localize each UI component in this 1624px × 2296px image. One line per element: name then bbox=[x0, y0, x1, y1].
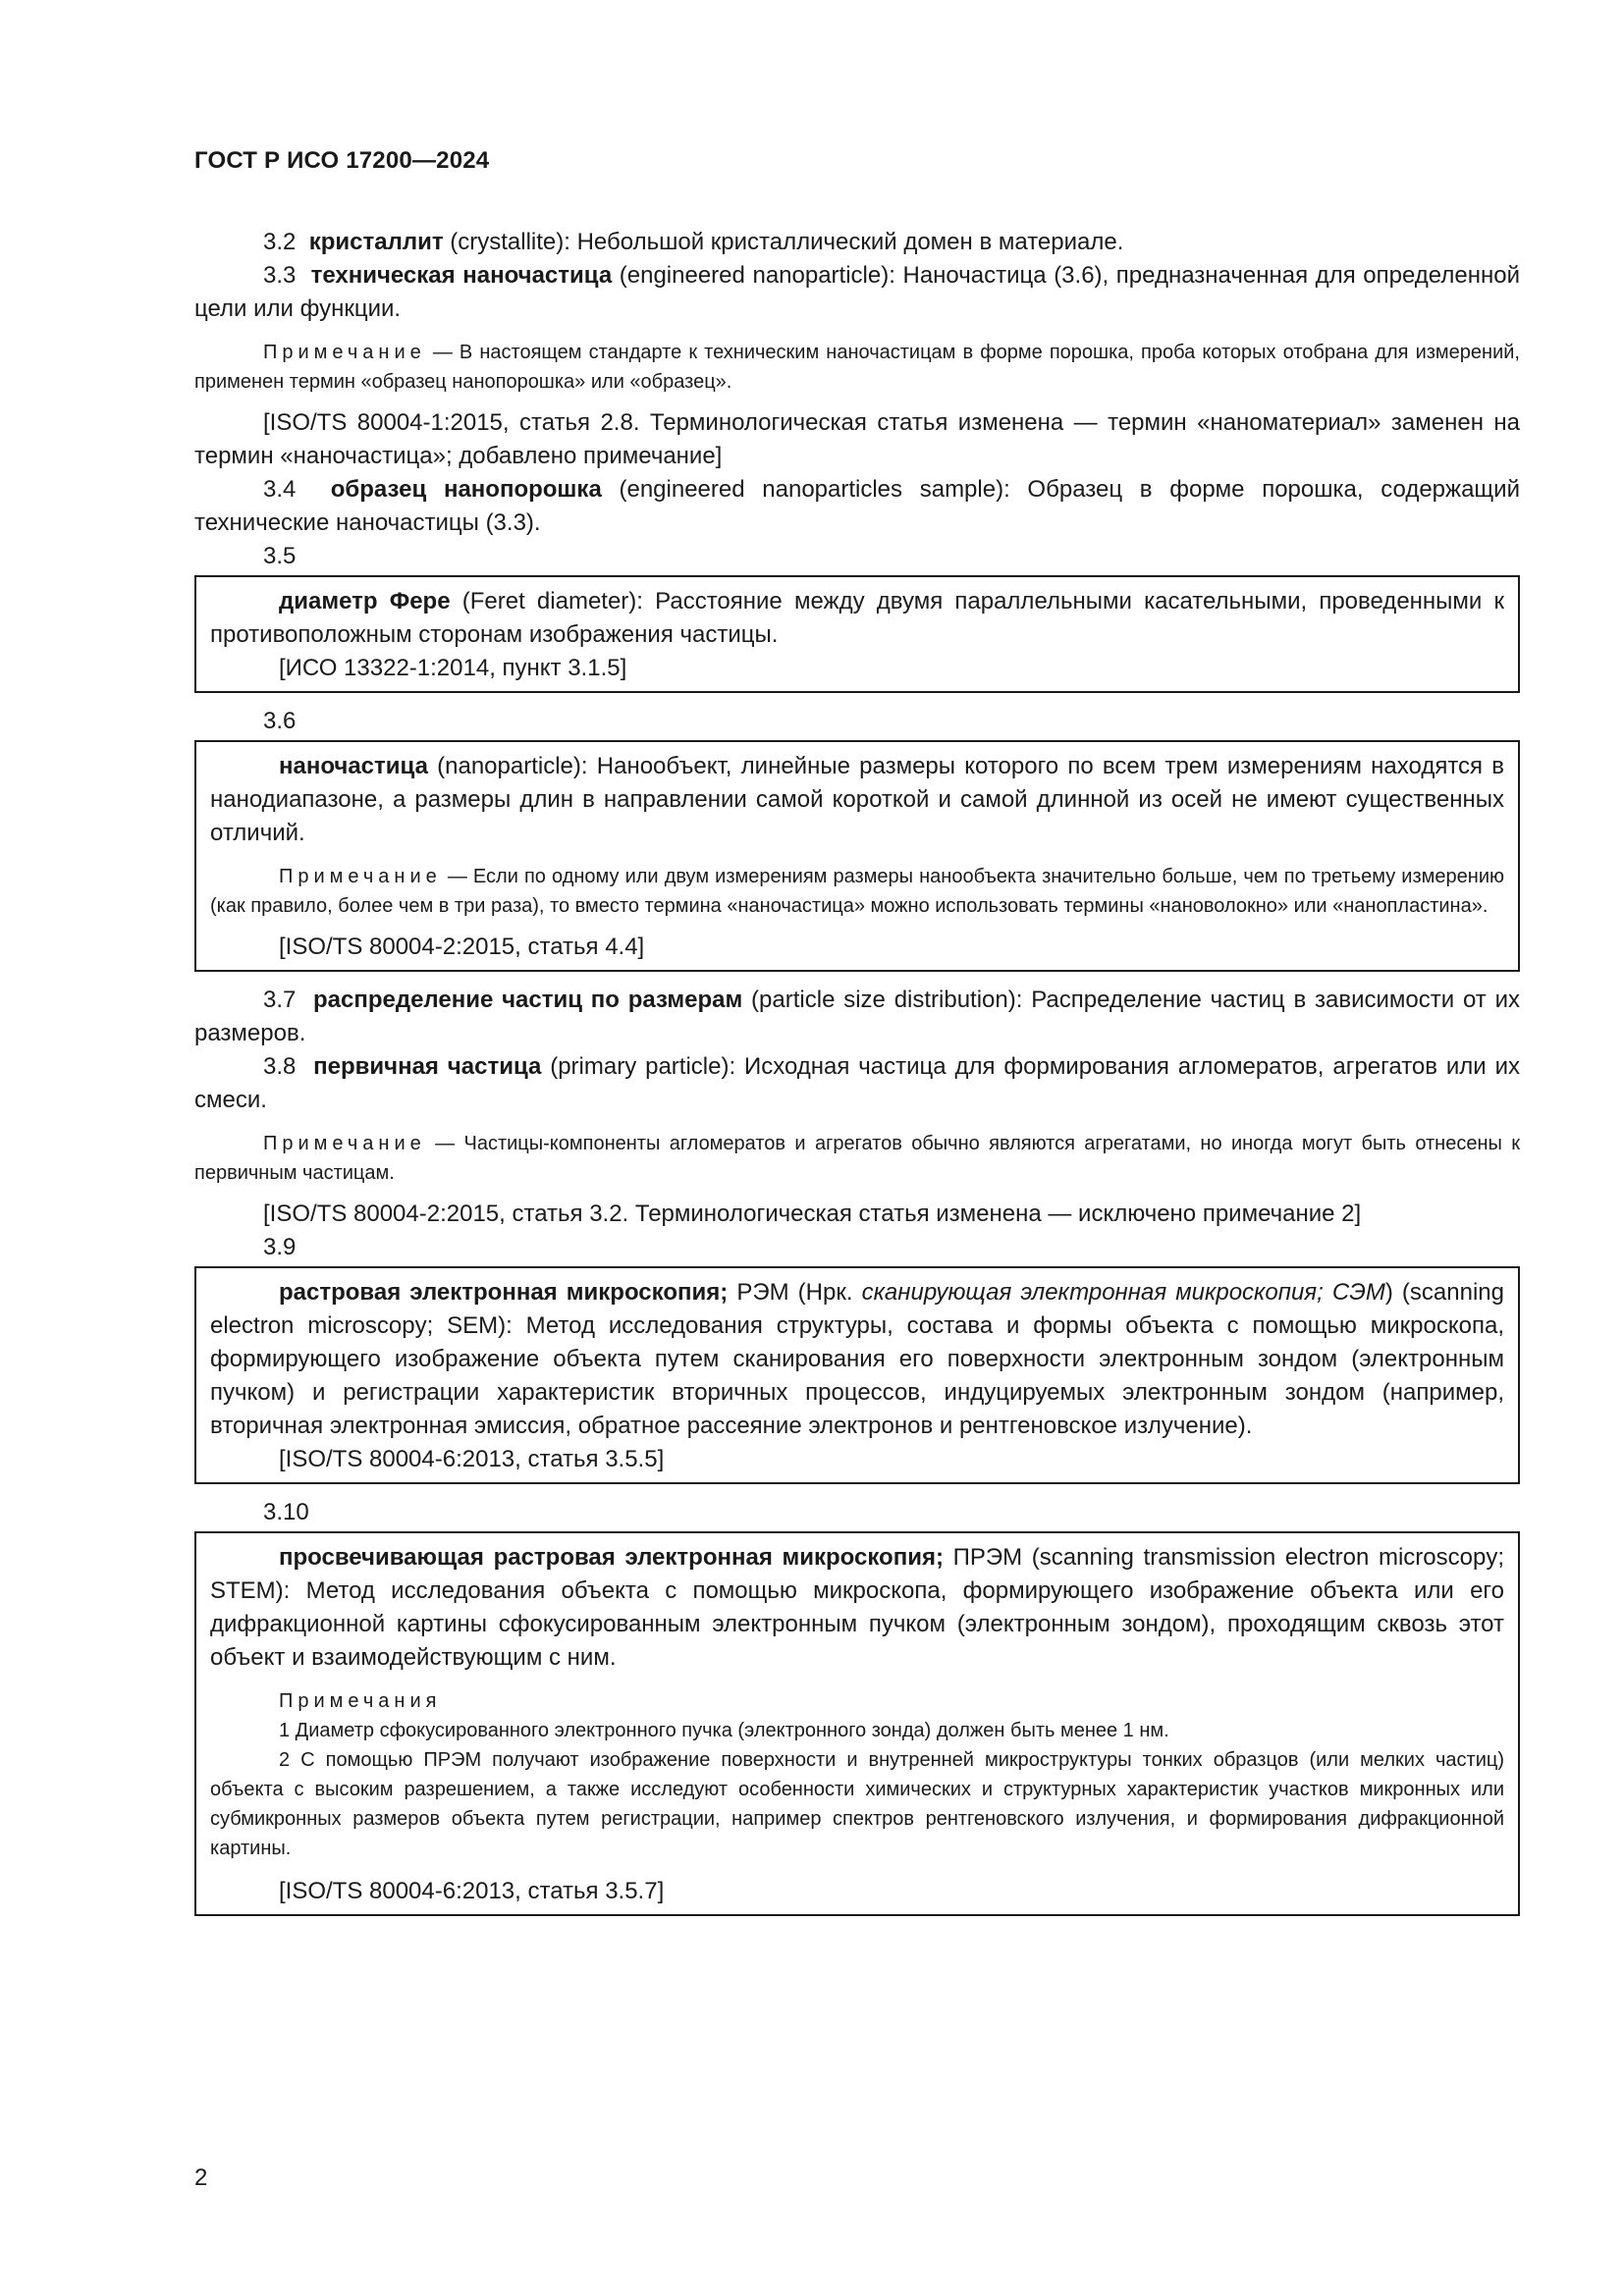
note-item-2: 2 С помощью ПРЭМ получают изображение поверхности и внутренней микроструктуры тонких образцов (или мелких частиц) объекта с высоким разрешением, а также исследуют особенности химических и структурных характеристик участков микронных или субмикронных размеров объекта путем регистрации, например спектров рентгеновского излучения, и формирования дифракционной картины. bbox=[210, 1749, 1504, 1859]
term-number-3-10: 3.10 bbox=[263, 1499, 309, 1525]
term-3-10 bbox=[210, 1541, 1504, 1675]
term-number: 3.7 bbox=[263, 987, 297, 1013]
note-text: — В настоящем стандарте к техническим наночастицам в форме порошка, проба которых отобрана для измерений, применен термин «образец нанопорошка» или «образец». bbox=[194, 342, 1520, 393]
source-3-3: [ISO/TS 80004-1:2015, статья 2.8. Терминологическая статья изменена — термин «наноматериал» заменен на термин «наночастица»; добавлено примечание] bbox=[194, 409, 1520, 469]
term-number-3-6: 3.6 bbox=[263, 708, 297, 734]
term-box-3-5 bbox=[194, 575, 1520, 693]
note-label: Примечание bbox=[279, 866, 442, 887]
source-3-5: [ИСО 13322-1:2014, пункт 3.1.5] bbox=[279, 655, 627, 681]
term-name: первичная частица bbox=[313, 1053, 542, 1080]
term-name: образец нанопорошка bbox=[330, 476, 602, 503]
term-definition: (particle size distribution): Распределение частиц в зависимости от их размеров. bbox=[194, 987, 1520, 1046]
term-3-9 bbox=[210, 1276, 1504, 1443]
note-text: — Частицы-компоненты агломератов и агрегатов обычно являются агрегатами, но иногда могут быть отнесены к первичным частицам. bbox=[194, 1133, 1520, 1184]
term-name: техническая наночастица bbox=[310, 262, 613, 289]
page-number: 2 bbox=[194, 2164, 208, 2191]
note-3-3 bbox=[194, 338, 1520, 397]
term-name: распределение частиц по размерам bbox=[312, 987, 743, 1013]
term-number: 3.8 bbox=[263, 1053, 297, 1080]
term-name: растровая электронная микроскопия; bbox=[279, 1279, 729, 1306]
term-definition: ) (scanning electron microscopy; SEM): Метод исследования структуры, состава и формы объекта с помощью микроскопа, формирующего изображение объекта путем сканирования его поверхности электронным зондом (электронным пучком) и регистрации характеристик вторичных процессов, индуцируемых электронным зондом (например, вторичная электронная эмиссия, обратное рассеяние электронов и рентгеновское излучение). bbox=[210, 1279, 1504, 1439]
source-3-6: [ISO/TS 80004-2:2015, статья 4.4] bbox=[279, 934, 645, 960]
term-box-3-6 bbox=[194, 740, 1520, 972]
note-item-1: 1 Диаметр сфокусированного электронного пучка (электронного зонда) должен быть менее 1 нм. bbox=[279, 1720, 1169, 1741]
term-number: 3.2 bbox=[263, 229, 297, 255]
term-number: 3.4 bbox=[263, 476, 297, 503]
notes-label: Примечания bbox=[279, 1690, 442, 1712]
term-3-7 bbox=[194, 984, 1520, 1050]
term-name: диаметр Фере bbox=[279, 588, 451, 614]
term-number: 3.3 bbox=[263, 262, 297, 289]
note-label: Примечание bbox=[263, 1133, 426, 1154]
term-box-3-9 bbox=[194, 1266, 1520, 1484]
term-definition: (primary particle): Исходная частица для формирования агломератов, агрегатов или их смеси. bbox=[194, 1053, 1520, 1113]
term-definition: (engineered nanoparticles sample): Образец в форме порошка, содержащий технические наночастицы (3.3). bbox=[194, 476, 1520, 536]
note-3-8 bbox=[194, 1129, 1520, 1188]
source-3-9: [ISO/TS 80004-6:2013, статья 3.5.5] bbox=[279, 1446, 665, 1472]
source-3-10: [ISO/TS 80004-6:2013, статья 3.5.7] bbox=[279, 1878, 665, 1904]
term-3-8 bbox=[194, 1050, 1520, 1117]
term-definition: (engineered nanoparticle): Наночастица (3.6), предназначенная для определенной цели или функции. bbox=[194, 262, 1520, 322]
term-definition: ПРЭМ (scanning transmission electron microscopy; STEM): Метод исследования объекта с помощью микроскопа, формирующего изображение объекта или его дифракционной картины сфокусированным электронным пучком (электронным зондом), проходящим сквозь этот объект и взаимодействующим с ним. bbox=[210, 1544, 1504, 1671]
term-abbreviation: РЭМ (Нрк. bbox=[728, 1279, 862, 1306]
term-name: наночастица bbox=[279, 753, 428, 779]
term-definition: (crystallite): Небольшой кристаллический домен в материале. bbox=[443, 229, 1124, 255]
terms-section bbox=[194, 226, 1520, 1922]
term-number-3-9: 3.9 bbox=[263, 1234, 297, 1260]
term-definition: (Feret diameter): Расстояние между двумя параллельными касательными, проведенными к противоположным сторонам изображения частицы. bbox=[210, 588, 1505, 648]
note-3-6 bbox=[210, 862, 1504, 921]
note-label: Примечание bbox=[263, 342, 426, 363]
term-name: кристаллит bbox=[308, 229, 444, 255]
term-3-6 bbox=[210, 750, 1504, 850]
document-header: ГОСТ Р ИСО 17200—2024 bbox=[194, 147, 490, 174]
term-3-4 bbox=[194, 473, 1520, 540]
source-3-8: [ISO/TS 80004-2:2015, статья 3.2. Терминологическая статья изменена — исключено примечание 2] bbox=[263, 1201, 1362, 1227]
deprecated-term: сканирующая электронная микроскопия; СЭМ bbox=[861, 1279, 1385, 1306]
term-name: просвечивающая растровая электронная микроскопия; bbox=[279, 1544, 944, 1571]
term-3-3 bbox=[194, 259, 1520, 326]
term-definition: (nanoparticle): Нанообъект, линейные размеры которого по всем трем измерениям находятся в нанодиапазоне, а размеры длин в направлении самой короткой и самой длинной из осей не имеют существенных отличий. bbox=[210, 753, 1504, 846]
term-3-5 bbox=[210, 585, 1504, 652]
note-text: — Если по одному или двум измерениям размеры нанообъекта значительно больше, чем по третьему измерению (как правило, более чем в три раза), то вместо термина «наночастица» можно использовать термины «нановолокно» или «нанопластина». bbox=[210, 866, 1504, 917]
term-number-3-5: 3.5 bbox=[263, 543, 297, 569]
term-box-3-10 bbox=[194, 1531, 1520, 1916]
term-3-2 bbox=[194, 226, 1520, 259]
